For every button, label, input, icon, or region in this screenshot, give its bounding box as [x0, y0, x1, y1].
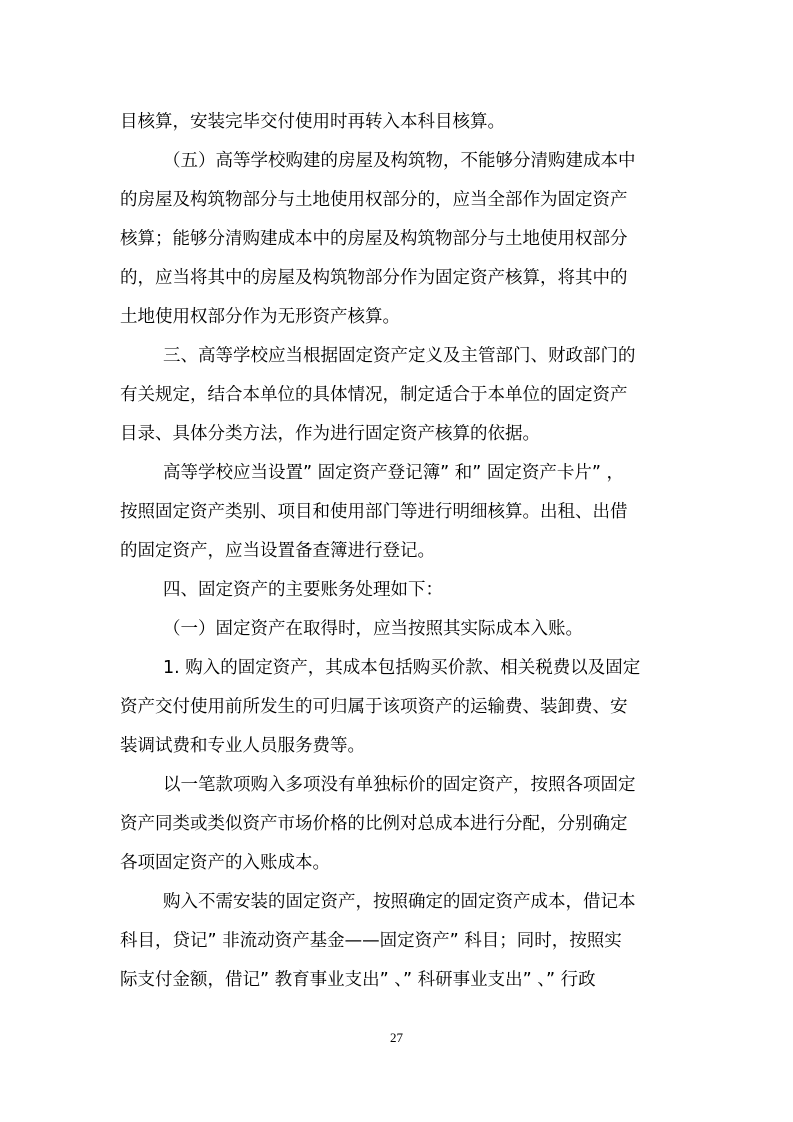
text-line: 目核算，安装完毕交付使用时再转入本科目核算。 [120, 112, 505, 132]
text-line: 的房屋及构筑物部分与土地使用权部分的，应当全部作为固定资产 [120, 190, 628, 210]
text-line: 目录、具体分类方法，作为进行固定资产核算的依据。 [120, 424, 540, 444]
text-line: 土地使用权部分作为无形资产核算。 [120, 307, 400, 327]
text-line: 购入不需安装的固定资产，按照确定的固定资产成本，借记本 [163, 892, 636, 912]
text-line: 有关规定，结合本单位的具体情况，制定适合于本单位的固定资产 [120, 385, 628, 405]
text-line: （一）固定资产在取得时，应当按照其实际成本入账。 [163, 619, 583, 639]
text-line: 资产交付使用前所发生的可归属于该项资产的运输费、装卸费、安 [120, 697, 628, 717]
text-line: 际支付金额，借记” 教育事业支出” 、” 科研事业支出” 、” 行政 [120, 970, 596, 990]
text-line: 四、固定资产的主要账务处理如下： [163, 580, 443, 600]
text-line: 资产同类或类似资产市场价格的比例对总成本进行分配，分别确定 [120, 814, 628, 834]
text-line: 各项固定资产的入账成本。 [120, 853, 330, 873]
text-line: 装调试费和专业人员服务费等。 [120, 736, 365, 756]
page-number: 27 [390, 1030, 403, 1045]
text-line: 科目，贷记” 非流动资产基金——固定资产” 科目；同时，按照实 [120, 931, 622, 951]
text-line: 核算；能够分清购建成本中的房屋及构筑物部分与土地使用权部分 [120, 229, 628, 249]
text-line: 三、高等学校应当根据固定资产定义及主管部门、财政部门的 [163, 346, 636, 366]
text-line: 按照固定资产类别、项目和使用部门等进行明细核算。出租、出借 [120, 502, 628, 522]
text-line: 高等学校应当设置” 固定资产登记簿” 和” 固定资产卡片” ， [163, 463, 625, 483]
text-line: （五）高等学校购建的房屋及构筑物，不能够分清购建成本中 [163, 151, 636, 171]
text-line: 以一笔款项购入多项没有单独标价的固定资产，按照各项固定 [163, 775, 636, 795]
text-line: 1. 购入的固定资产，其成本包括购买价款、相关税费以及固定 [163, 658, 641, 678]
text-line: 的固定资产，应当设置备查簿进行登记。 [120, 541, 435, 561]
text-line: 的，应当将其中的房屋及构筑物部分作为固定资产核算，将其中的 [120, 268, 628, 288]
